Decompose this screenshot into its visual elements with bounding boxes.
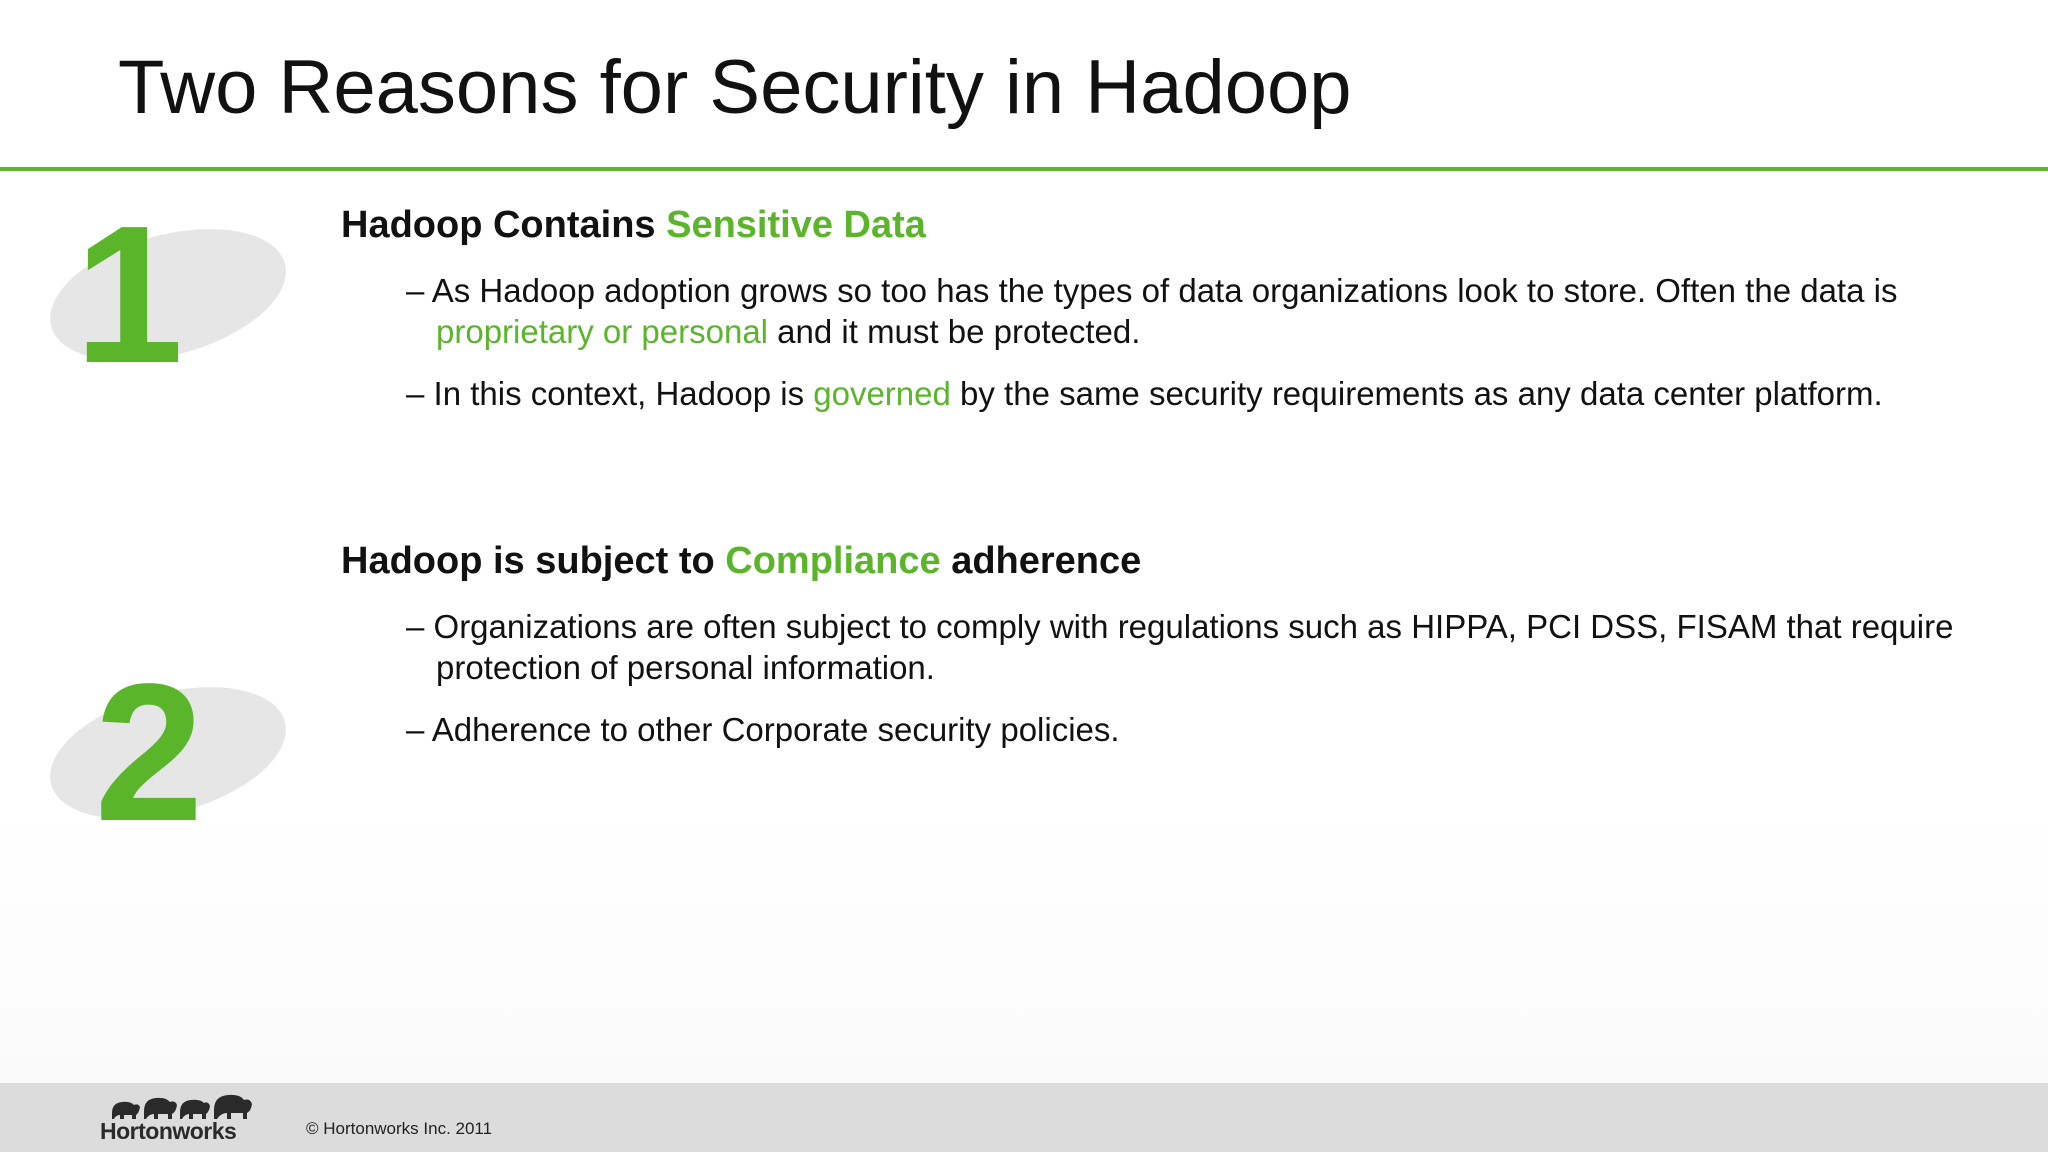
reason-2-number: 2 — [94, 643, 204, 862]
bullet-highlight: proprietary or personal — [436, 313, 768, 350]
slide-footer — [0, 1083, 2048, 1152]
bullet-text: As Hadoop adoption grows so too has the types of data organizations look to store. Often the data is — [424, 272, 1898, 309]
reason-2-heading-highlight: Compliance — [725, 540, 941, 582]
slide-title: Two Reasons for Security in Hadoop — [118, 45, 1352, 130]
bullet-highlight: governed — [813, 375, 951, 412]
reason-1-heading-highlight: Sensitive Data — [666, 204, 926, 246]
bullet-dash: – — [406, 608, 425, 645]
copyright-notice: © Hortonworks Inc. 2011 — [306, 1119, 493, 1138]
elephant-herd-icon — [110, 1091, 276, 1121]
reason-2-heading-prefix: Hadoop is subject to — [341, 540, 726, 582]
reason-2-heading-suffix: adherence — [940, 540, 1142, 582]
bullet-dash: – — [406, 711, 425, 748]
reason-2-heading — [341, 540, 1141, 583]
reason-1-heading — [341, 204, 926, 247]
bullet-text-end: by the same security requirements as any data center platform. — [950, 375, 1883, 412]
bullet-text: In this context, Hadoop is — [424, 375, 814, 412]
reason-2-badge — [46, 643, 296, 862]
bullet-dash: – — [406, 375, 425, 412]
reason-2-bullet-1 — [406, 606, 1956, 688]
hortonworks-logo — [100, 1093, 266, 1145]
reason-1-bullet-2 — [406, 373, 1956, 414]
reason-1-bullet-1 — [406, 270, 1956, 352]
reason-1-number: 1 — [74, 185, 184, 404]
bullet-text: Organizations are often subject to comply with regulations such as HIPPA, PCI DSS, FISAM that require protection of personal information. — [424, 608, 1954, 686]
reason-1-heading-prefix: Hadoop Contains — [341, 204, 667, 246]
title-divider — [0, 167, 2048, 171]
reason-2-bullet-2 — [406, 709, 1956, 750]
bullet-dash: – — [406, 272, 425, 309]
bullet-text-end: and it must be protected. — [768, 313, 1141, 350]
bullet-text: Adherence to other Corporate security policies. — [424, 711, 1120, 748]
reason-1-badge — [46, 185, 296, 404]
logo-wordmark: Hortonworks — [100, 1118, 237, 1144]
